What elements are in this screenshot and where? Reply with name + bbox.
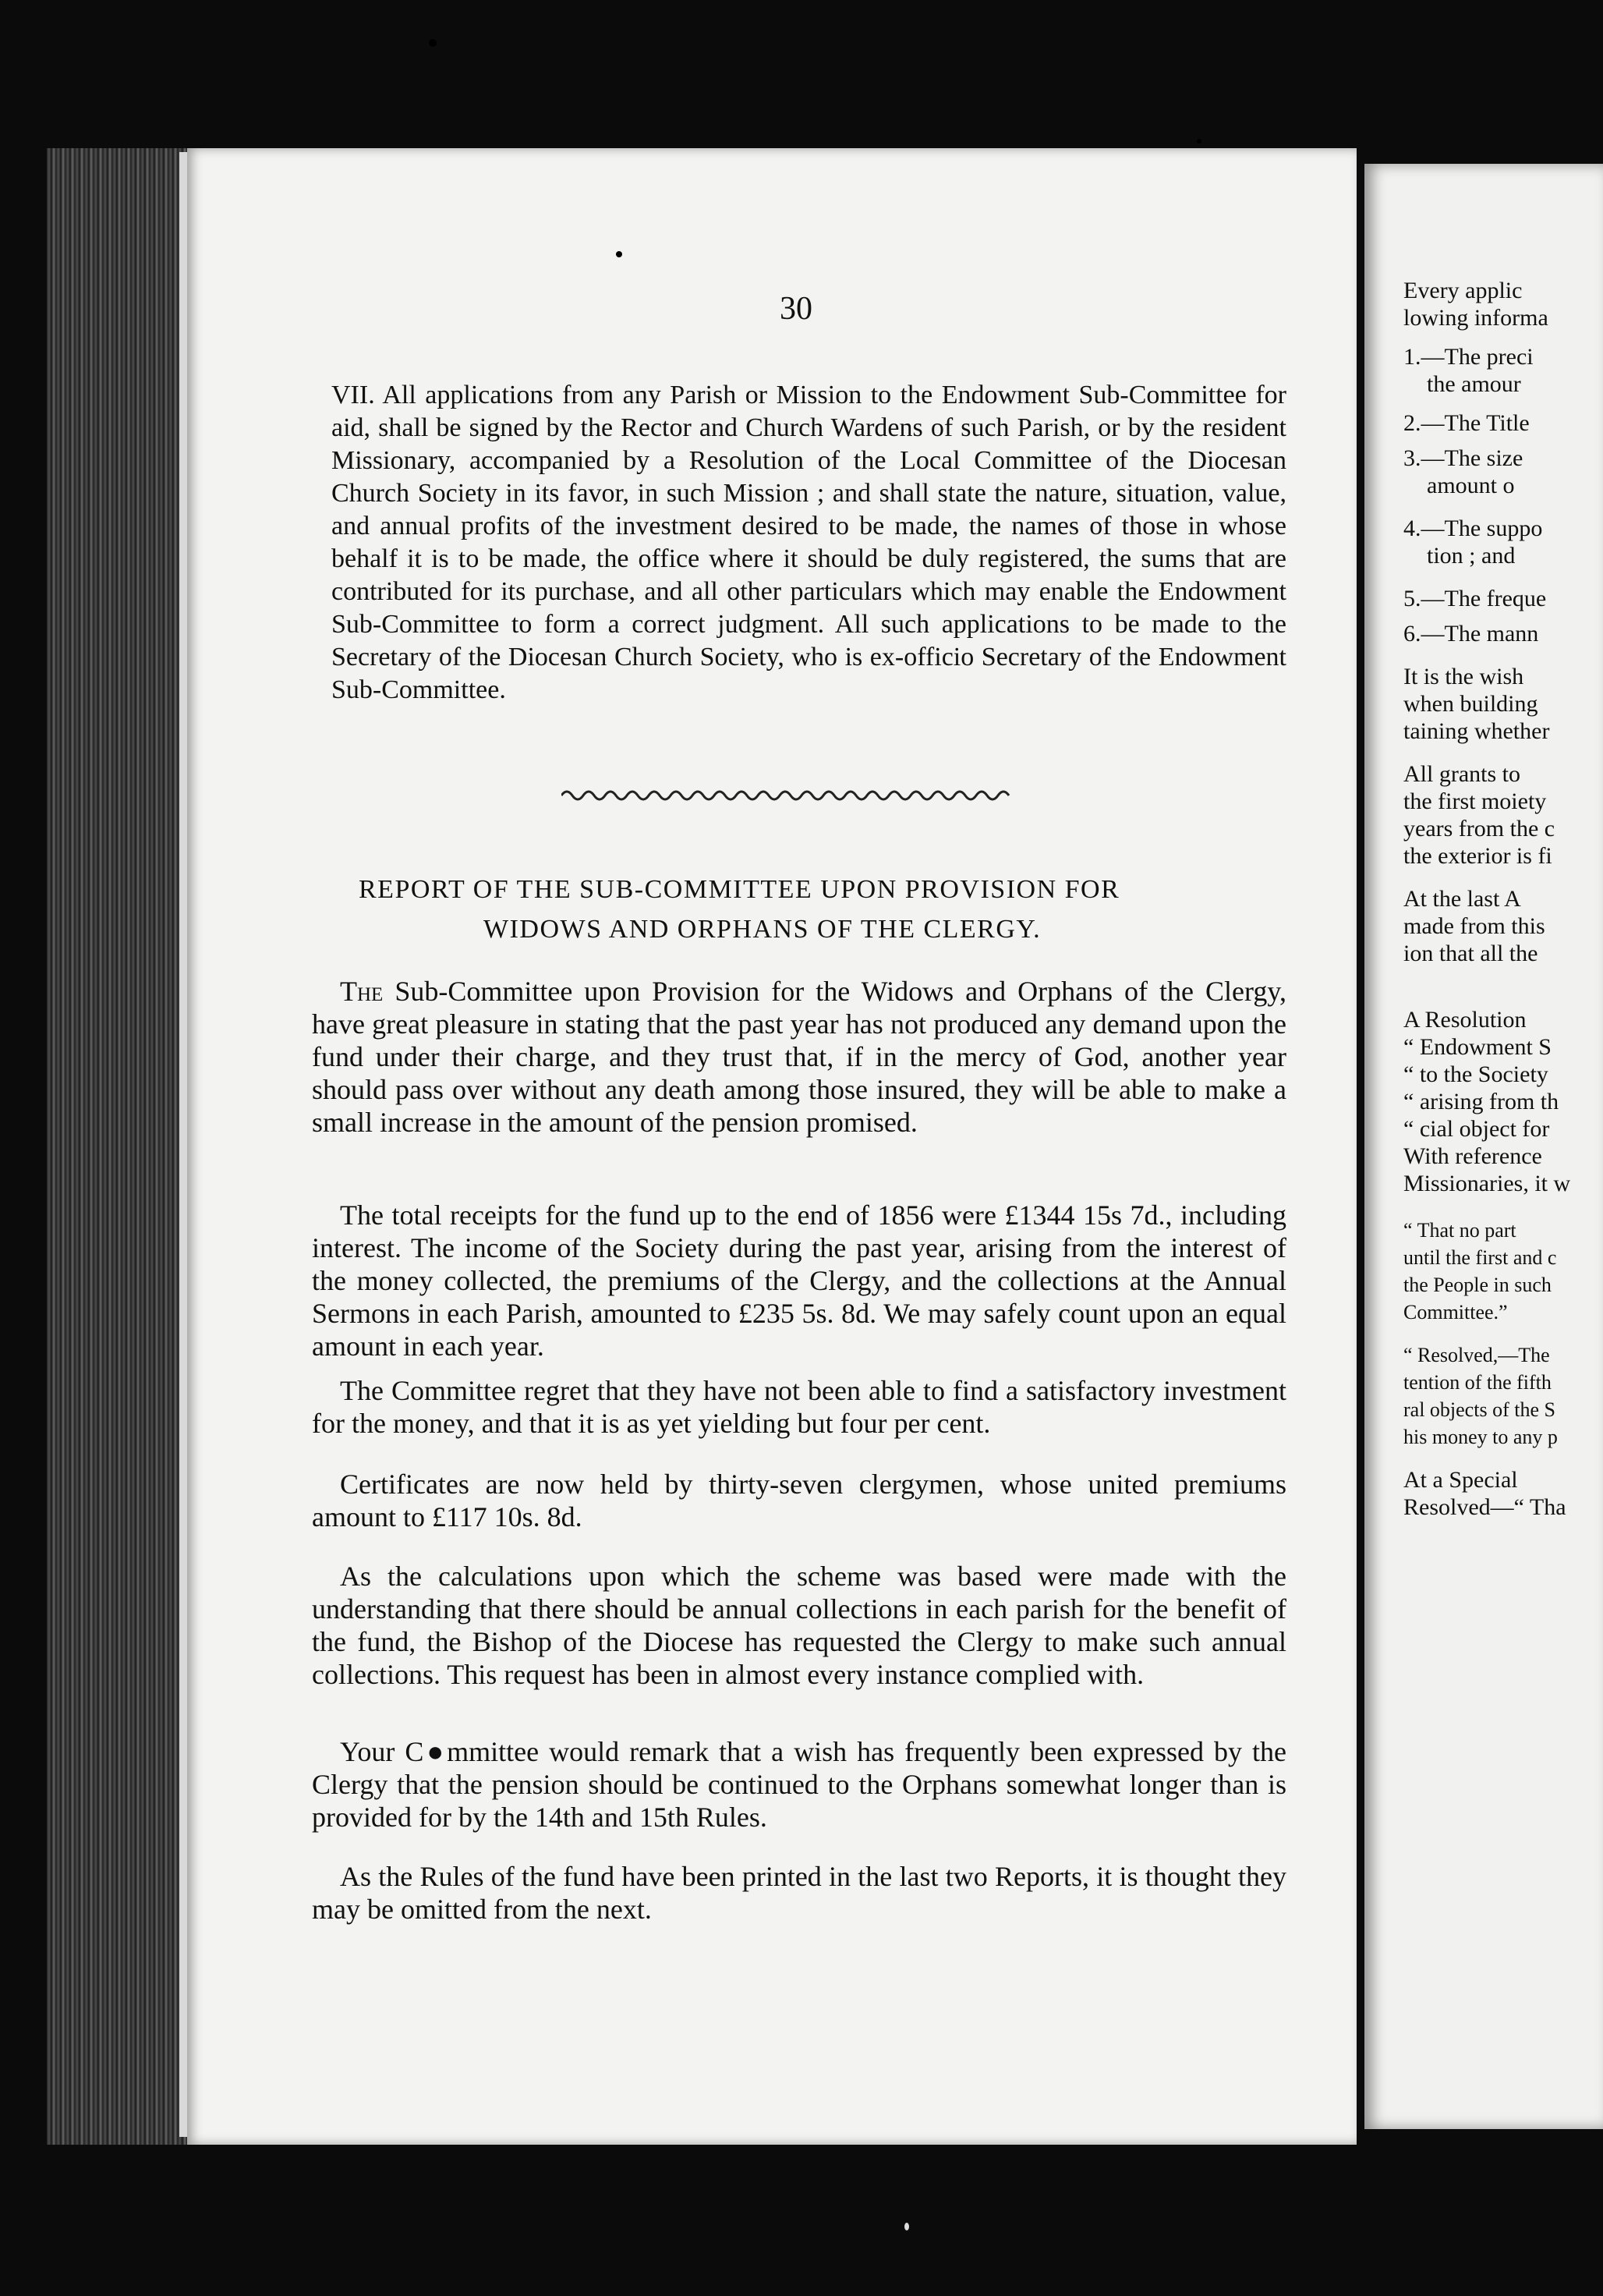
right-page-line: lowing informa [1403,305,1548,331]
paragraph-4 [312,1468,1286,1533]
ink-speck [616,251,622,257]
right-page-fragment [1364,164,1603,2129]
right-page-line: Resolved—“ Tha [1403,1494,1566,1520]
right-page-line: “ That no part [1403,1219,1516,1242]
report-title-line-2: WIDOWS AND ORPHANS OF THE CLERGY. [483,915,1042,944]
ornamental-divider [561,784,1014,807]
right-page-line: when building [1403,691,1538,717]
right-page-line: Every applic [1403,278,1523,303]
right-page-line: until the first and c [1403,1246,1557,1269]
paragraph-3-text: The Committee regret that they have not been able to find a satisfactory investment for the money, and that it is as yet yielding but four per cent. [312,1375,1286,1439]
film-speck [904,2223,909,2230]
right-page-line: At the last A [1403,886,1521,912]
paragraph-4-text: Certificates are now held by thirty-seven clergymen, whose united premiums amount to £117 10s. 8d. [312,1469,1286,1532]
right-page-line: All grants to [1403,761,1520,787]
right-page-line: Committee.” [1403,1301,1508,1323]
right-page-line: ion that all the [1403,941,1538,966]
paragraph-1-text: Sub-Committee upon Provision for the Widows and Orphans of the Clergy, have great pleasure in stating that the past year has not produced any demand upon the fund under their charge, and they trust that, if in the mercy of God, another year should pass over without any death among those insured, they will be able to make a small increase in the amount of the pension promised. [312,976,1286,1138]
right-page-line: the first moiety [1403,788,1547,814]
right-page-line: “ arising from th [1403,1089,1559,1114]
ink-speck [429,39,437,47]
page-number: 30 [780,291,812,327]
right-page-line: “ cial object for [1403,1116,1550,1142]
paragraph-7 [312,1860,1286,1926]
paragraph-3 [312,1374,1286,1440]
right-page-line: It is the wish [1403,664,1524,689]
paragraph-1-lead: The [340,976,384,1007]
paragraph-2 [312,1199,1286,1362]
paragraph-5 [312,1560,1286,1691]
right-page-line: his money to any p [1403,1426,1558,1448]
paragraph-5-text: As the calculations upon which the scheme was based were made with the understanding that there should be annual collections in each parish for the benefit of the fund, the Bishop of the Diocese has requested the Clergy to make such annual collections. This request has been in almost every instance complied with. [312,1561,1286,1690]
right-page-line: ral objects of the S [1403,1398,1555,1421]
right-page-line: the exterior is fi [1403,843,1552,869]
right-page-line: 6.—The mann [1403,621,1539,647]
right-page-line: 4.—The suppo [1403,516,1543,541]
right-page-line: 3.—The size [1403,445,1523,471]
right-page-line: At a Special [1403,1467,1518,1493]
paragraph-2-text: The total receipts for the fund up to the end of 1856 were £1344 15s 7d., including interest. The income of the Society during the past year, arising from the interest of the money collected, the premiums of the Clergy, and the collections at the Annual Sermons in each Parish, amounted to £235 5s. 8d. We may safely count upon an equal amount in each year. [312,1199,1286,1362]
right-page-line: tion ; and [1427,543,1516,569]
right-page-line: A Resolution [1403,1007,1527,1033]
right-page-line: made from this [1403,913,1545,939]
right-page-line: “ Endowment S [1403,1034,1552,1060]
right-page-line: taining whether [1403,718,1550,744]
paragraph-6 [312,1735,1286,1834]
right-page-line: Missionaries, it w [1403,1171,1571,1196]
right-page-line: “ to the Society [1403,1061,1548,1087]
book-spine [47,148,187,2145]
right-page-line: 5.—The freque [1403,586,1547,611]
paragraph-1 [312,975,1286,1139]
rule-vii-text: VII. All applications from any Parish or Mission to the Endowment Sub-Committee for aid, shall be signed by the Rector and Church Wardens of such Parish, or by the resident Missionary, accompanied by a Resolution of the Local Committee of the Diocesan Church Society in its favor, in such Mission ; and shall state the nature, situation, value, and annual profits of the investment desired to be made, the names of those in whose behalf it is to be made, the office where it should be duly registered, the sums that are contributed for its purchase, and all other particulars which may enable the Endowment Sub-Committee to form a correct judgment. All such applications to be made to the Secretary of the Diocesan Church Society, who is ex-officio Secretary of the Endowment Sub-Committee. [331,381,1286,704]
right-page-line: amount o [1427,473,1515,498]
right-page-line: years from the c [1403,816,1555,842]
right-page-line: tention of the fifth [1403,1371,1552,1394]
right-page-line: the amour [1427,371,1521,397]
right-page-line: 1.—The preci [1403,344,1534,370]
report-title-line-1: REPORT OF THE SUB-COMMITTEE UPON PROVISION FOR [359,875,1120,904]
right-page-line: “ Resolved,—The [1403,1344,1550,1366]
right-page-line: With reference [1403,1143,1542,1169]
paragraph-6-text: Your C●mmittee would remark that a wish has frequently been expressed by the Clergy that the pension should be continued to the Orphans somewhat longer than is provided for by the 14th and 15th Rules. [312,1736,1286,1833]
ink-speck [1197,139,1201,144]
right-page-line: 2.—The Title [1403,410,1530,436]
paragraph-7-text: As the Rules of the fund have been printed in the last two Reports, it is thought they may be omitted from the next. [312,1861,1286,1925]
right-page-line: the People in such [1403,1274,1552,1296]
